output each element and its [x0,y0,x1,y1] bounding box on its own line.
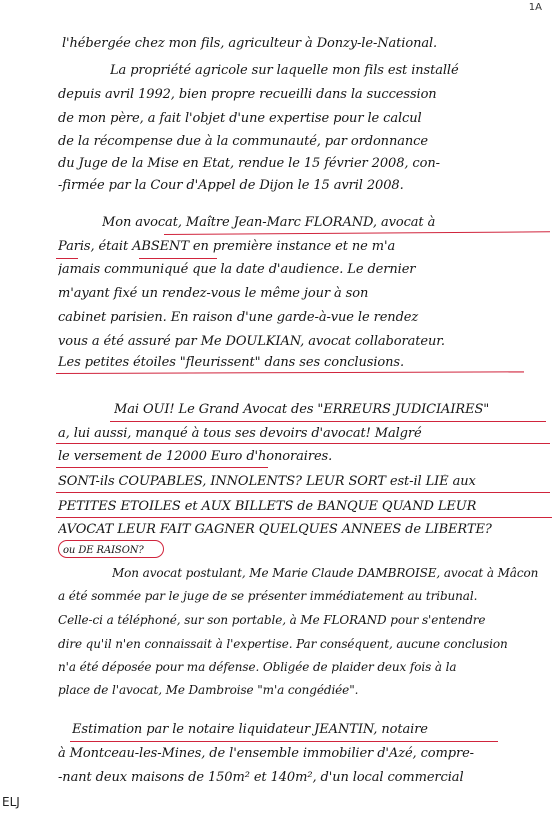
text-line: a été sommée par le juge de se présenter immédiatement au tribunal. [58,589,478,603]
red-underline [56,492,550,493]
red-underline [56,258,78,259]
text-line: vous a été assuré par Me DOULKIAN, avocat collaborateur. [58,334,445,349]
text-line: a, lui aussi, manqué à tous ses devoirs d'avocat! Malgré [58,426,422,441]
text-line: SONT-ils COUPABLES, INNOLENTS? LEUR SORT est-il LIÉ aux [58,474,476,489]
text-line: place de l'avocat, Me Dambroise "m'a congédiée". [58,683,359,697]
text-line: cabinet parisien. En raison d'une garde-à-vue le rendez [58,310,419,325]
text-line: AVOCAT LEUR FAIT GAGNER QUELQUES ANNEES de LIBERTE? [58,522,492,537]
text-line: m'ayant fixé un rendez-vous le même jour à son [58,286,369,301]
text-line: Estimation par le notaire liquidateur JEANTIN, notaire [72,722,428,737]
text-line: Les petites étoiles "fleurissent" dans ses conclusions. [58,355,404,370]
text-line: La propriété agricole sur laquelle mon fils est installé [110,63,459,78]
red-underline [164,231,550,235]
text-line: n'a été déposée pour ma défense. Obligée de plaider deux fois à la [58,660,457,674]
text-line: Mon avocat postulant, Me Marie Claude DAMBROISE, avocat à Mâcon [112,566,539,580]
red-underline [70,741,498,742]
text-line: depuis avril 1992, bien propre recueilli dans la succession [58,87,437,102]
text-line: Celle-ci a téléphoné, sur son portable, à Me FLORAND pour s'entendre [58,613,486,627]
text-line: Paris, était ABSENT en première instance et ne m'a [58,239,396,254]
text-line: -nant deux maisons de 150m² et 140m², d'un local commercial [58,770,464,785]
text-line: jamais communiqué que la date d'audience. Le dernier [58,262,416,277]
red-underline [56,517,552,518]
text-line: le versement de 12000 Euro d'honoraires. [58,449,333,464]
red-underline [139,258,217,259]
text-line: Mai OUI! Le Grand Avocat des "ERREURS JUDICIAIRES" [114,402,490,417]
text-line: de la récompense due à la communauté, par ordonnance [58,134,428,149]
text-line: -firmée par la Cour d'Appel de Dijon le 15 avril 2008. [58,178,404,193]
red-underline [56,467,268,468]
red-underline [56,443,550,444]
red-underline [56,371,524,374]
red-circle-mark [58,540,164,558]
page-number: 1A [528,2,542,13]
text-line: du Juge de la Mise en Etat, rendue le 15 février 2008, con- [58,156,440,171]
text-line: à Montceau-les-Mines, de l'ensemble immobilier d'Azé, compre- [58,746,474,761]
red-underline [110,421,546,422]
text-line: de mon père, a fait l'objet d'une expertise pour le calcul [58,111,422,126]
text-line: l'hébergée chez mon fils, agriculteur à Donzy-le-National. [62,36,438,51]
signature-initials: ELJ [2,795,20,809]
text-line: Mon avocat, Maître Jean-Marc FLORAND, avocat à [102,215,436,230]
text-line: dire qu'il n'en connaissait à l'expertise. Par conséquent, aucune conclusion [58,637,508,651]
text-line: PETITES ETOILES et AUX BILLETS de BANQUE QUAND LEUR [58,499,477,514]
text-line: ou DE RAISON? [63,545,144,556]
